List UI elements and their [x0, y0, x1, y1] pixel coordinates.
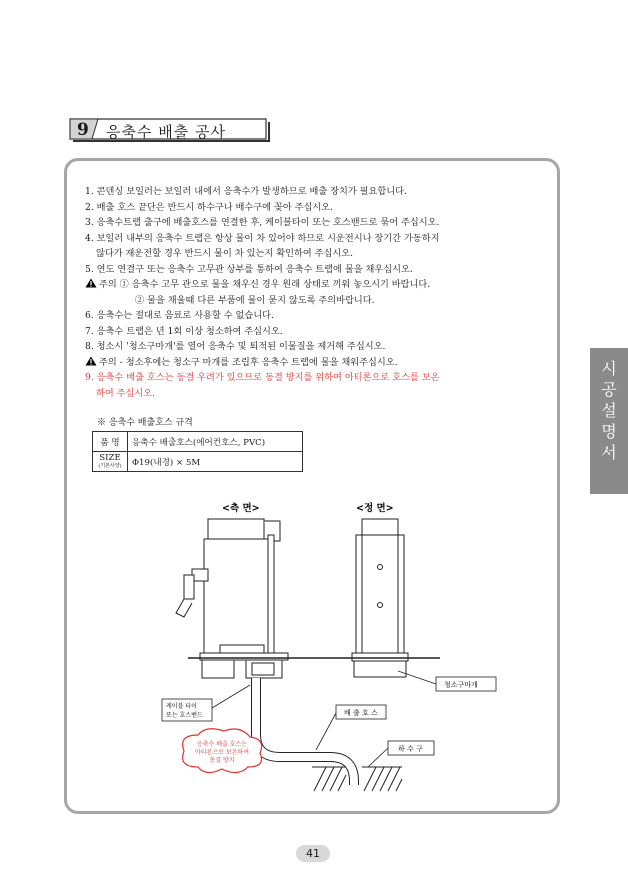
section-title: 응축수 배출 공사: [106, 123, 226, 141]
caution-1: [85, 277, 555, 293]
cable-tie-label-2: 또는 호스밴드: [166, 712, 203, 719]
side-tab: [590, 348, 628, 494]
spec-table: [92, 431, 303, 472]
side-tab-char: 명: [601, 422, 617, 441]
spec-header-name: 품 명: [93, 432, 128, 452]
instruction-4: 4. 보일러 내부의 응축수 트랩은 항상 물이 차 있어야 하므로 시운전시나 장기간 가동하지: [85, 232, 440, 244]
section-header: [68, 117, 271, 144]
spec-size-sub: (기본사양): [98, 463, 122, 469]
instruction-6: 6. 응축수는 절대로 음료로 사용할 수 없습니다.: [85, 310, 274, 321]
instruction-2: 2. 배출 호스 끝단은 반드시 하수구나 배수구에 꽂아 주십시오.: [85, 201, 334, 213]
warning-triangle-icon: [85, 356, 97, 366]
warning-triangle-icon: [85, 278, 97, 288]
spec-row: [93, 452, 303, 472]
caution-3-text: 주의 - 청소후에는 청소구 마개를 조립후 응축수 트랩에 물을 채워주십시오.: [99, 356, 398, 368]
spec-value-name: 응축수 배출호스(에어컨호스, PVC): [128, 432, 303, 452]
bubble-line-2: 아티론으로 보온하여: [194, 749, 250, 756]
instruction-9-continued: 하여 주십시오.: [96, 387, 156, 399]
side-tab-char: 공: [601, 380, 617, 399]
drain-diagram: [140, 495, 510, 795]
hose-label: 배 출 호 스: [344, 709, 378, 717]
bubble-line-3: 동결 방지: [209, 757, 235, 764]
instruction-3: 3. 응축수트랩 출구에 배출호스를 연결한 후, 케이블타이 또는 호스밴드로 묶어 주십시오.: [85, 217, 440, 228]
spec-header-size: [93, 452, 128, 472]
bubble-line-1: 응축수 배출 호스는: [196, 741, 248, 748]
side-tab-char: 시: [601, 359, 617, 378]
side-tab-char: 서: [601, 443, 617, 462]
instruction-8: 8. 청소시 '청소구마개'를 열어 응축수 및 퇴적된 이물질을 제거해 주십시오.: [85, 341, 386, 352]
drain-hose-fill: [256, 678, 354, 785]
instruction-7: 7. 응축수 트랩은 년 1회 이상 청소하여 주십시오.: [85, 325, 283, 337]
cable-tie-label-1: 케이블 타이: [166, 703, 197, 710]
spec-value-size: Φ19(내경) × 5M: [128, 452, 303, 472]
front-view-unit: [352, 519, 408, 677]
instruction-list: [85, 184, 555, 401]
instruction-4-continued: 않다가 재운전할 경우 반드시 물이 차 있는지 확인하여 주십시오.: [96, 248, 354, 259]
section-number: 9: [77, 120, 89, 140]
cable-tie-leader: [212, 685, 250, 708]
cleanout-label: 청소구마개: [444, 681, 478, 689]
spec-caption: ※ 응축수 배출호스 규격: [97, 418, 193, 428]
drain-leader: [368, 748, 388, 767]
caution-2: ② 물을 채울때 다른 부품에 물이 묻지 않도록 주의바랍니다.: [135, 294, 375, 306]
instruction-5: 5. 연도 연결구 또는 응축수 고무관 상부를 통하여 응축수 트랩에 물을 채우십시오.: [85, 263, 413, 275]
front-view-label: <정 면>: [356, 503, 394, 514]
side-view-unit: [176, 519, 288, 678]
instruction-1: 1. 콘덴싱 보일러는 보일러 내에서 응축수가 발생하므로 배출 장치가 필요합니다.: [85, 186, 407, 197]
spec-size-label: SIZE: [99, 453, 121, 463]
hose-leader: [316, 713, 336, 750]
side-tab-char: 설: [601, 401, 617, 420]
instruction-9: 9. 응축수 배출 호스는 동결 우려가 있으므로 동결 방지를 위하여 아티론으로 호스를 보온: [85, 372, 440, 383]
spec-row: [93, 432, 303, 452]
drain-hose-outline: [256, 678, 354, 785]
page-number: 41: [296, 845, 330, 862]
side-view-label: <측 면>: [222, 503, 260, 514]
drain-label: 하 수 구: [398, 745, 423, 753]
caution-1-text: 주의 ① 응축수 고무 관으로 물을 채우신 경우 원래 상태로 끼워 놓으시기 바랍니다.: [99, 279, 431, 290]
caution-3: [85, 355, 555, 371]
